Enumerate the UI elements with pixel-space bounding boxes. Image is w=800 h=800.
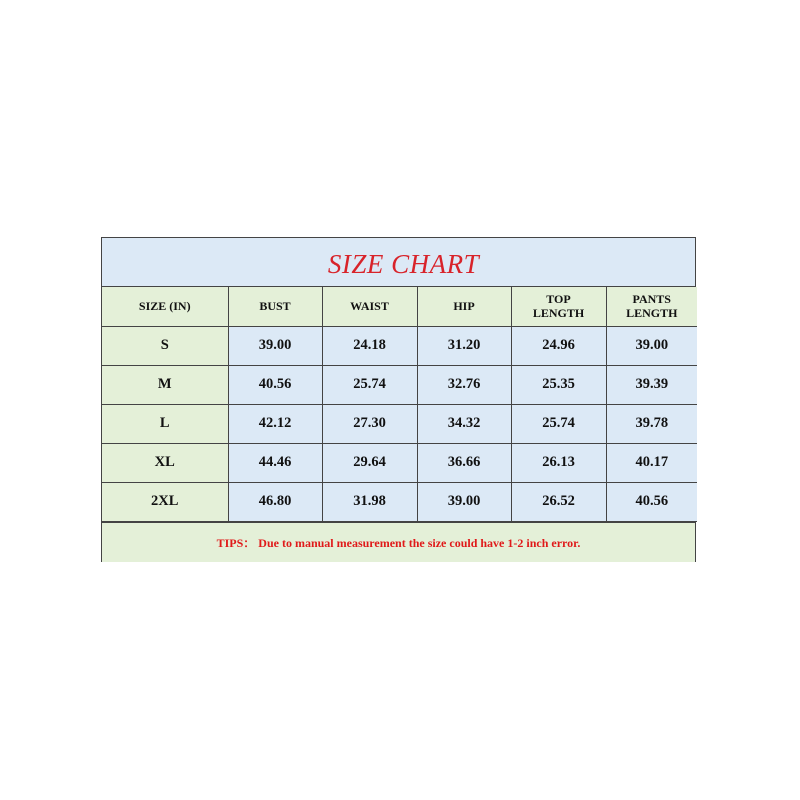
- waist-cell: 27.30: [322, 404, 417, 443]
- table-row: [102, 326, 697, 365]
- pants-length-cell: 39.78: [606, 404, 697, 443]
- top-length-cell: 25.35: [511, 365, 606, 404]
- bust-cell: 40.56: [228, 365, 322, 404]
- size-chart-table: [101, 237, 696, 562]
- bust-cell: 39.00: [228, 326, 322, 365]
- table-row: [102, 443, 697, 482]
- size-label: 2XL: [102, 482, 228, 521]
- bust-cell: 44.46: [228, 443, 322, 482]
- header-hip: HIP: [417, 287, 511, 326]
- top-length-cell: 26.13: [511, 443, 606, 482]
- size-label: L: [102, 404, 228, 443]
- size-label: XL: [102, 443, 228, 482]
- hip-cell: 32.76: [417, 365, 511, 404]
- size-label: M: [102, 365, 228, 404]
- waist-cell: 25.74: [322, 365, 417, 404]
- pants-length-cell: 39.39: [606, 365, 697, 404]
- header-waist: WAIST: [322, 287, 417, 326]
- header-bust: BUST: [228, 287, 322, 326]
- pants-length-cell: 39.00: [606, 326, 697, 365]
- table-row: [102, 482, 697, 521]
- waist-cell: 31.98: [322, 482, 417, 521]
- size-label: S: [102, 326, 228, 365]
- hip-cell: 39.00: [417, 482, 511, 521]
- table-row: [102, 404, 697, 443]
- header-row: [102, 287, 697, 326]
- hip-cell: 34.32: [417, 404, 511, 443]
- chart-title: SIZE CHART: [327, 248, 480, 279]
- waist-cell: 24.18: [322, 326, 417, 365]
- bust-cell: 46.80: [228, 482, 322, 521]
- hip-cell: 31.20: [417, 326, 511, 365]
- size-grid: [102, 287, 697, 522]
- pants-length-cell: 40.17: [606, 443, 697, 482]
- waist-cell: 29.64: [322, 443, 417, 482]
- top-length-cell: 25.74: [511, 404, 606, 443]
- hip-cell: 36.66: [417, 443, 511, 482]
- table-row: [102, 365, 697, 404]
- bust-cell: 42.12: [228, 404, 322, 443]
- header-size: SIZE (IN): [102, 287, 228, 326]
- top-length-cell: 26.52: [511, 482, 606, 521]
- header-pants-length: PANTS LENGTH: [606, 287, 697, 326]
- title-row: [102, 238, 695, 287]
- top-length-cell: 24.96: [511, 326, 606, 365]
- tips-note: TIPS： Due to manual measurement the size could have 1-2 inch error.: [102, 522, 695, 562]
- pants-length-cell: 40.56: [606, 482, 697, 521]
- header-top-length: TOP LENGTH: [511, 287, 606, 326]
